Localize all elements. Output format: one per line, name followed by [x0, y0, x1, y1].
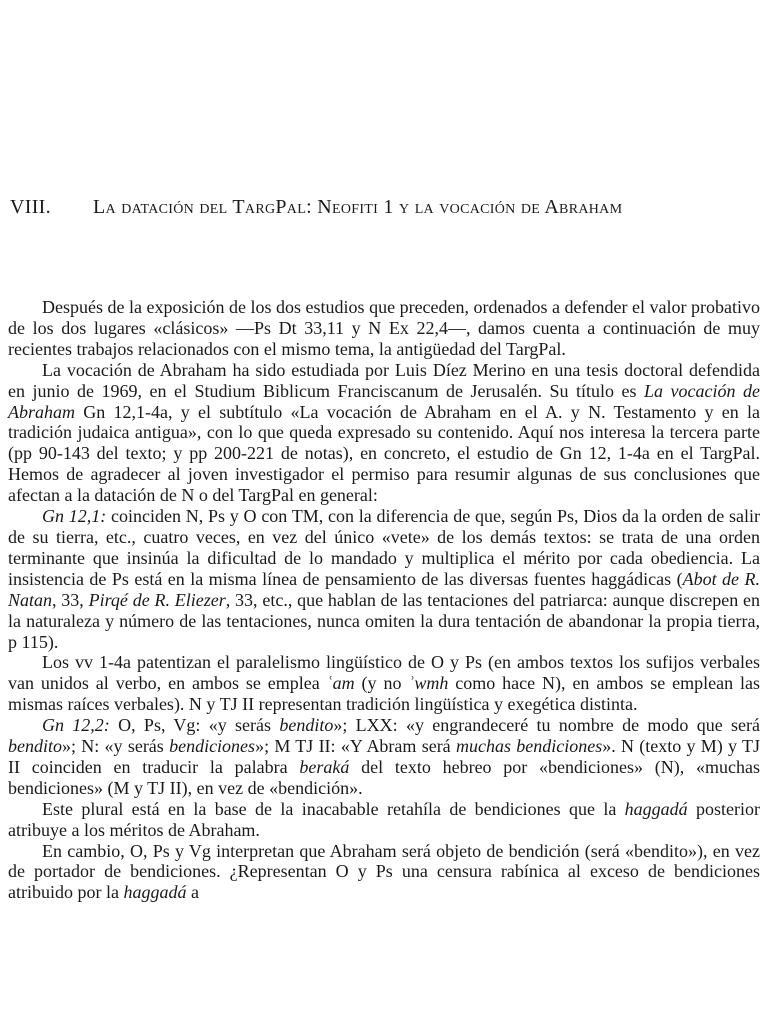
text-segment-italic: ʿam	[326, 673, 355, 694]
text-segment-italic: bendito	[8, 736, 62, 757]
paragraph	[8, 360, 760, 506]
text-segment: , 33, etc., que hablan de las tentaciones del patriarca: aunque discrepen en la naturaleza y número de las tentaciones, nunca omiten la dura tentación de abandonar la propia tierra, p 115).	[8, 589, 761, 652]
text-segment-italic: beraká	[299, 756, 350, 777]
text-segment: ». N (texto y M) y TJ II coinciden en traducir la palabra	[8, 736, 761, 777]
chapter-number: VIII.	[10, 196, 51, 218]
text-segment-italic: haggadá	[624, 798, 688, 819]
text-segment: coinciden N, Ps y O con TM, con la diferencia de que, según Ps, Dios da la orden de salir de su tierra, etc., cuatro veces, en vez del único «vete» de los demás textos: se trata de una orden terminante que insinúa la dificultad de lo mandado y multiplica el mérito por cada obediencia. La insistencia de Ps está en la misma línea de pensamiento de las diversas fuentes haggádicas (	[8, 506, 760, 589]
text-segment: posterior atribuye a los méritos de Abraham.	[8, 798, 761, 840]
paragraph	[8, 506, 760, 652]
text-segment: como hace N), en ambos se emplean las mismas raíces verbales). N y TJ II representan tradición lingüística y exegética distinta.	[8, 673, 760, 715]
body-text	[8, 297, 760, 903]
text-segment-italic: Abot de R. Natan	[8, 568, 760, 610]
text-segment-italic: muchas bendiciones	[455, 736, 603, 757]
paragraph	[8, 841, 760, 904]
text-segment: a	[186, 882, 199, 903]
text-segment-italic: bendiciones	[169, 736, 256, 757]
text-segment: O, Ps, Vg: «y serás	[109, 715, 280, 736]
text-segment: Este plural está en la base de la inacabable retahíla de bendiciones que la	[42, 798, 625, 819]
paragraph	[8, 799, 760, 841]
chapter-title: La datación del TargPal: Neofiti 1 y la vocación de Abraham	[93, 196, 623, 218]
text-segment: En cambio, O, Ps y Vg interpretan que Abraham será objeto de bendición (será «bendito»), en vez de portador de bendiciones. ¿Representan O y Ps una censura rabínica al exceso de bendiciones atribuido por la	[8, 840, 760, 903]
text-segment-italic: haggadá	[123, 882, 187, 903]
text-segment-italic: bendito	[279, 715, 334, 736]
text-segment: (y no	[354, 673, 409, 694]
text-segment: del texto hebreo por «bendiciones» (N), «muchas bendiciones» (M y TJ II), en vez de «bendición».	[8, 756, 760, 798]
text-segment: , 33,	[52, 589, 89, 610]
paragraph	[8, 652, 760, 715]
text-segment: Los vv 1-4a patentizan el paralelismo lingüístico de O y Ps (en ambos textos los sufijos verbales van unidos al verbo, en ambos se emplea	[8, 652, 760, 694]
verse-reference: Gn 12,2:	[42, 715, 110, 736]
text-segment: Después de la exposición de los dos estudios que preceden, ordenados a defender el valor probativo de los dos lugares «clásicos» —Ps Dt 33,11 y N Ex 22,4—, damos cuenta a continuación de muy recientes trabajos relacionados con el mismo tema, la antigüedad del TargPal.	[8, 297, 760, 359]
text-segment: »; N: «y serás	[62, 736, 170, 757]
text-segment-italic: Pirqé de R. Eliezer	[88, 589, 226, 610]
text-segment: Gn 12,1-4a, y el subtítulo «La vocación de Abraham en el A. y N. Testamento y en la tradición judaica antigua», con lo que queda expresado su contenido. Aquí nos interesa la tercera parte (pp 90-143 del texto; y pp 200-221 de notas), en concreto, el estudio de Gn 12, 1-4a en el TargPal. Hemos de agradecer al joven investigador el permiso para resumir algunas de sus conclusiones que afectan a la datación de N o del TargPal en general:	[8, 401, 760, 506]
text-segment-italic: La vocación de Abraham	[8, 380, 760, 422]
paragraph	[8, 297, 760, 360]
text-segment-italic: ʾwmh	[408, 673, 449, 694]
verse-reference: Gn 12,1:	[42, 506, 107, 527]
text-segment: »; LXX: «y engrandeceré tu nombre de modo que será	[333, 715, 760, 736]
text-segment: »; M TJ II: «Y Abram será	[255, 736, 456, 757]
text-segment: La vocación de Abraham ha sido estudiada por Luis Díez Merino en una tesis doctoral defendida en junio de 1969, en el Studium Biblicum Franciscanum de Jerusalén. Su título es	[8, 359, 760, 401]
paragraph	[8, 715, 760, 799]
